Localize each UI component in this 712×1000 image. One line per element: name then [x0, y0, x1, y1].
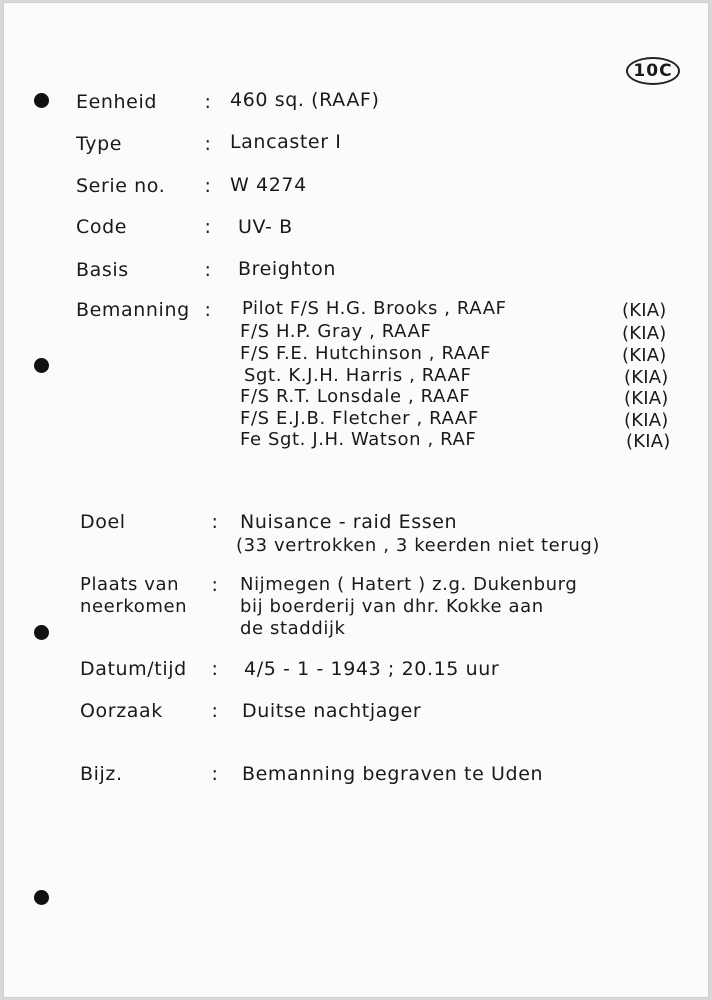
crew-member-status: (KIA)	[624, 410, 669, 431]
crew-member-status: (KIA)	[626, 431, 671, 452]
label-serie: Serie no.	[76, 175, 166, 197]
crew-member-name: Sgt. K.J.H. Harris , RAAF	[244, 365, 472, 386]
crew-member-name: F/S H.P. Gray , RAAF	[240, 321, 432, 342]
punch-hole	[34, 890, 49, 905]
separator: :	[204, 133, 212, 155]
crew-member-status: (KIA)	[622, 300, 667, 321]
label-bijz: Bijz.	[80, 763, 123, 785]
crew-member-name: F/S R.T. Lonsdale , RAAF	[240, 386, 471, 407]
label-doel: Doel	[80, 511, 126, 533]
crew-member-name: F/S F.E. Hutchinson , RAAF	[240, 343, 492, 364]
value-doel-line: Nuisance - raid Essen	[240, 511, 458, 533]
value-type: Lancaster I	[230, 131, 342, 153]
crew-member-status: (KIA)	[624, 367, 669, 388]
punch-hole	[34, 625, 49, 640]
punch-hole	[34, 93, 49, 108]
separator: :	[204, 299, 212, 321]
separator: :	[204, 175, 212, 197]
label-code: Code	[76, 216, 128, 238]
crew-member-status: (KIA)	[622, 323, 667, 344]
crew-member-status: (KIA)	[622, 345, 667, 366]
separator: :	[204, 216, 212, 238]
separator: :	[211, 574, 219, 596]
crew-member-name: Pilot F/S H.G. Brooks , RAAF	[242, 298, 507, 319]
label-plaats-line: Plaats van	[80, 574, 180, 595]
value-bijz: Bemanning begraven te Uden	[242, 763, 544, 785]
label-basis: Basis	[76, 259, 129, 281]
separator: :	[211, 658, 219, 680]
label-oorzaak: Oorzaak	[80, 700, 163, 722]
value-plaats-line: bij boerderij van dhr. Kokke aan	[240, 596, 544, 617]
label-eenheid: Eenheid	[76, 91, 158, 113]
separator: :	[204, 91, 212, 113]
separator: :	[211, 511, 219, 533]
punch-hole	[34, 358, 49, 373]
value-serie: W 4274	[230, 174, 307, 196]
value-eenheid: 460 sq. (RAAF)	[230, 89, 380, 111]
page-number-stamp	[626, 57, 680, 85]
separator: :	[211, 763, 219, 785]
value-plaats-line: de staddijk	[240, 618, 346, 639]
value-code: UV- B	[238, 216, 293, 238]
value-oorzaak: Duitse nachtjager	[242, 700, 422, 722]
crew-member-name: Fe Sgt. J.H. Watson , RAF	[240, 429, 477, 450]
value-datum: 4/5 - 1 - 1943 ; 20.15 uur	[244, 658, 500, 680]
value-plaats-line: Nijmegen ( Hatert ) z.g. Dukenburg	[240, 574, 578, 595]
document-page	[4, 3, 708, 997]
label-type: Type	[76, 133, 123, 155]
separator: :	[211, 700, 219, 722]
page-number: 10C	[633, 61, 673, 81]
separator: :	[204, 259, 212, 281]
crew-member-status: (KIA)	[624, 388, 669, 409]
label-bemanning: Bemanning	[76, 299, 190, 321]
value-doel-line: (33 vertrokken , 3 keerden niet terug)	[236, 535, 600, 556]
label-plaats-line: neerkomen	[80, 596, 188, 617]
crew-member-name: F/S E.J.B. Fletcher , RAAF	[240, 408, 479, 429]
label-datum: Datum/tijd	[80, 658, 187, 680]
value-basis: Breighton	[238, 258, 337, 280]
